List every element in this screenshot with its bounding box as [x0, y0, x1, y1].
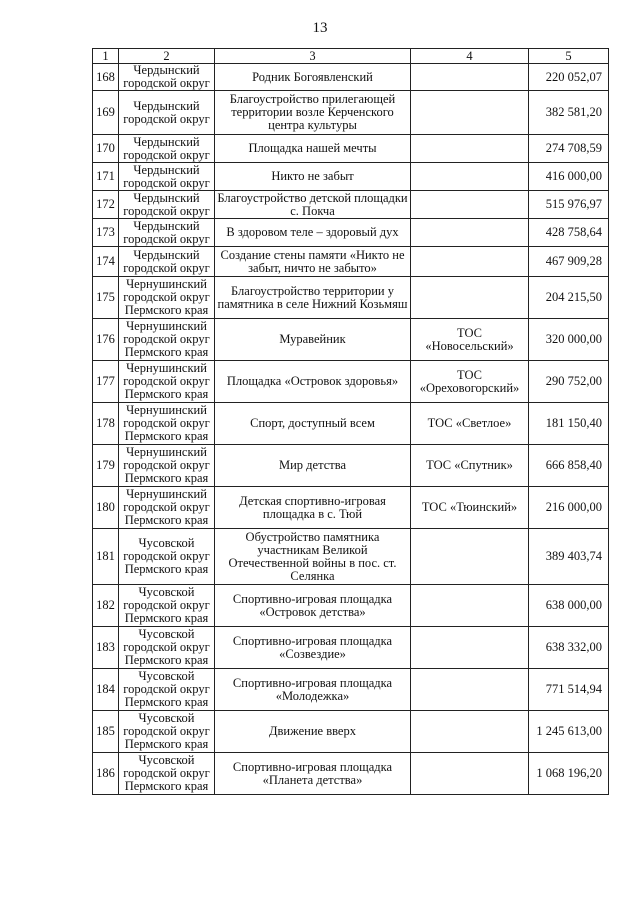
initiator-cell: ТОС «Новосельский»: [411, 319, 529, 361]
table-row: [93, 361, 609, 403]
table-row: [93, 163, 609, 191]
amount-cell: 274 708,59: [529, 135, 609, 163]
initiator-cell: [411, 277, 529, 319]
project-name-cell: Спортивно-игровая площадка «Молодежка»: [215, 669, 411, 711]
project-name-cell: Родник Богоявленский: [215, 64, 411, 91]
header-col-2: 2: [119, 49, 215, 64]
table-body: [93, 64, 609, 795]
row-number: 185: [93, 711, 119, 753]
project-name-cell: Никто не забыт: [215, 163, 411, 191]
row-number: 172: [93, 191, 119, 219]
table-row: [93, 445, 609, 487]
initiator-cell: ТОС «Ореховогорский»: [411, 361, 529, 403]
amount-cell: 320 000,00: [529, 319, 609, 361]
amount-cell: 666 858,40: [529, 445, 609, 487]
amount-cell: 416 000,00: [529, 163, 609, 191]
project-name-cell: Спорт, доступный всем: [215, 403, 411, 445]
row-number: 170: [93, 135, 119, 163]
project-name-cell: Площадка нашей мечты: [215, 135, 411, 163]
row-number: 178: [93, 403, 119, 445]
municipality-cell: Чусовской городской округ Пермского края: [119, 585, 215, 627]
row-number: 179: [93, 445, 119, 487]
initiator-cell: [411, 135, 529, 163]
amount-cell: 181 150,40: [529, 403, 609, 445]
amount-cell: 290 752,00: [529, 361, 609, 403]
amount-cell: 220 052,07: [529, 64, 609, 91]
table-row: [93, 91, 609, 135]
initiator-cell: [411, 753, 529, 795]
row-number: 174: [93, 247, 119, 277]
amount-cell: 771 514,94: [529, 669, 609, 711]
initiator-cell: ТОС «Светлое»: [411, 403, 529, 445]
projects-table: [92, 48, 609, 795]
amount-cell: 638 000,00: [529, 585, 609, 627]
municipality-cell: Чердынский городской округ: [119, 64, 215, 91]
municipality-cell: Чусовской городской округ Пермского края: [119, 627, 215, 669]
municipality-cell: Чердынский городской округ: [119, 247, 215, 277]
municipality-cell: Чусовской городской округ Пермского края: [119, 711, 215, 753]
row-number: 169: [93, 91, 119, 135]
header-col-3: 3: [215, 49, 411, 64]
amount-cell: 204 215,50: [529, 277, 609, 319]
row-number: 171: [93, 163, 119, 191]
row-number: 176: [93, 319, 119, 361]
initiator-cell: [411, 627, 529, 669]
table-row: [93, 753, 609, 795]
row-number: 183: [93, 627, 119, 669]
amount-cell: 382 581,20: [529, 91, 609, 135]
municipality-cell: Чернушинский городской округ Пермского края: [119, 277, 215, 319]
table-header-row: [93, 49, 609, 64]
row-number: 182: [93, 585, 119, 627]
row-number: 177: [93, 361, 119, 403]
table-row: [93, 529, 609, 585]
row-number: 168: [93, 64, 119, 91]
initiator-cell: ТОС «Тюинский»: [411, 487, 529, 529]
project-name-cell: Благоустройство детской площадки с. Покча: [215, 191, 411, 219]
project-name-cell: Площадка «Островок здоровья»: [215, 361, 411, 403]
project-name-cell: Мир детства: [215, 445, 411, 487]
table-row: [93, 135, 609, 163]
row-number: 184: [93, 669, 119, 711]
amount-cell: 1 068 196,20: [529, 753, 609, 795]
municipality-cell: Чернушинский городской округ Пермского края: [119, 403, 215, 445]
municipality-cell: Чусовской городской округ Пермского края: [119, 753, 215, 795]
initiator-cell: [411, 585, 529, 627]
initiator-cell: [411, 219, 529, 247]
header-col-5: 5: [529, 49, 609, 64]
municipality-cell: Чернушинский городской округ Пермского края: [119, 361, 215, 403]
initiator-cell: [411, 64, 529, 91]
initiator-cell: [411, 669, 529, 711]
page-number: 13: [312, 20, 328, 36]
table-row: [93, 191, 609, 219]
row-number: 173: [93, 219, 119, 247]
table-row: [93, 247, 609, 277]
table-row: [93, 64, 609, 91]
amount-cell: 467 909,28: [529, 247, 609, 277]
municipality-cell: Чердынский городской округ: [119, 163, 215, 191]
municipality-cell: Чусовской городской округ Пермского края: [119, 529, 215, 585]
header-col-4: 4: [411, 49, 529, 64]
municipality-cell: Чернушинский городской округ Пермского края: [119, 487, 215, 529]
amount-cell: 1 245 613,00: [529, 711, 609, 753]
initiator-cell: [411, 91, 529, 135]
municipality-cell: Чусовской городской округ Пермского края: [119, 669, 215, 711]
project-name-cell: Движение вверх: [215, 711, 411, 753]
row-number: 186: [93, 753, 119, 795]
municipality-cell: Чернушинский городской округ Пермского края: [119, 319, 215, 361]
municipality-cell: Чердынский городской округ: [119, 135, 215, 163]
row-number: 180: [93, 487, 119, 529]
amount-cell: 638 332,00: [529, 627, 609, 669]
initiator-cell: [411, 529, 529, 585]
project-name-cell: Создание стены памяти «Никто не забыт, ничто не забыто»: [215, 247, 411, 277]
project-name-cell: Спортивно-игровая площадка «Островок детства»: [215, 585, 411, 627]
amount-cell: 389 403,74: [529, 529, 609, 585]
initiator-cell: [411, 163, 529, 191]
initiator-cell: ТОС «Спутник»: [411, 445, 529, 487]
table-row: [93, 669, 609, 711]
table-row: [93, 585, 609, 627]
project-name-cell: Благоустройство территории у памятника в селе Нижний Козьмяш: [215, 277, 411, 319]
table-row: [93, 627, 609, 669]
header-col-1: 1: [93, 49, 119, 64]
project-name-cell: Благоустройство прилегающей территории возле Керченского центра культуры: [215, 91, 411, 135]
initiator-cell: [411, 247, 529, 277]
municipality-cell: Чернушинский городской округ Пермского края: [119, 445, 215, 487]
project-name-cell: Спортивно-игровая площадка «Планета детства»: [215, 753, 411, 795]
project-name-cell: В здоровом теле – здоровый дух: [215, 219, 411, 247]
amount-cell: 428 758,64: [529, 219, 609, 247]
amount-cell: 216 000,00: [529, 487, 609, 529]
row-number: 175: [93, 277, 119, 319]
table-row: [93, 319, 609, 361]
initiator-cell: [411, 191, 529, 219]
table-row: [93, 403, 609, 445]
municipality-cell: Чердынский городской округ: [119, 219, 215, 247]
table-row: [93, 487, 609, 529]
project-name-cell: Обустройство памятника участникам Великой Отечественной войны в пос. ст. Селянка: [215, 529, 411, 585]
row-number: 181: [93, 529, 119, 585]
project-name-cell: Муравейник: [215, 319, 411, 361]
municipality-cell: Чердынский городской округ: [119, 91, 215, 135]
municipality-cell: Чердынский городской округ: [119, 191, 215, 219]
amount-cell: 515 976,97: [529, 191, 609, 219]
table-row: [93, 711, 609, 753]
table-row: [93, 277, 609, 319]
project-name-cell: Детская спортивно-игровая площадка в с. Тюй: [215, 487, 411, 529]
initiator-cell: [411, 711, 529, 753]
project-name-cell: Спортивно-игровая площадка «Созвездие»: [215, 627, 411, 669]
table-row: [93, 219, 609, 247]
